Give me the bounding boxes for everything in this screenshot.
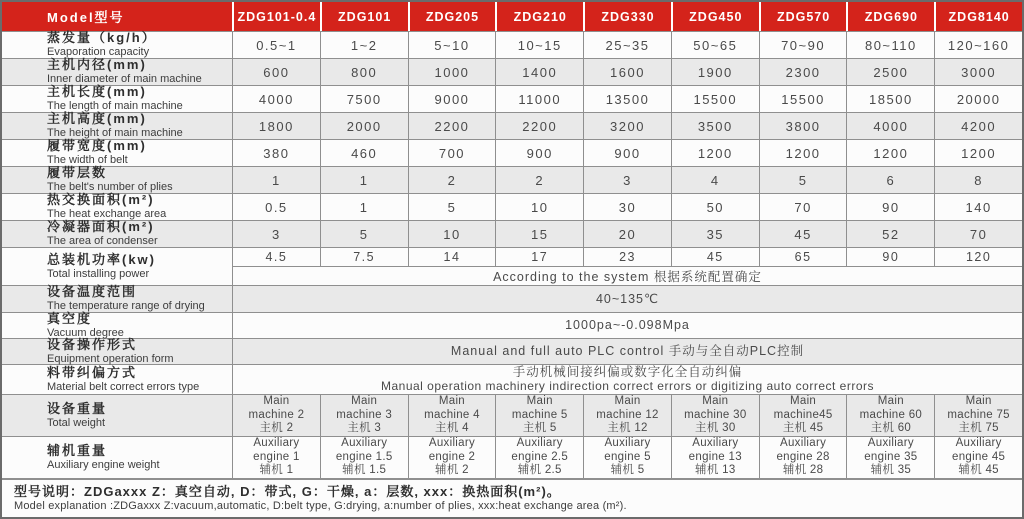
row-label-en: Total weight: [47, 416, 106, 429]
header-model-label: Model型号: [47, 10, 125, 25]
weight-cell: [232, 395, 320, 436]
weight-cell: [846, 395, 934, 436]
value-cell: 3: [583, 167, 671, 193]
row-label-zh: 总装机功率(kw): [47, 251, 157, 267]
value-cell: 3: [232, 221, 320, 247]
header-model-cells: [232, 2, 1022, 31]
merged-row: [2, 286, 1022, 313]
value-cell: 2: [495, 167, 583, 193]
weight-cell-line: engine 45: [952, 450, 1006, 463]
weight-cell-line: engine 5: [604, 450, 651, 463]
power-value-cell: 45: [671, 248, 759, 266]
weight-cell: [583, 437, 671, 478]
weight-cell-line: Main: [438, 395, 466, 408]
spec-row-total-power: [2, 248, 1022, 286]
weight-cell: [759, 395, 847, 436]
row-label-zh: 主机高度(mm): [47, 111, 147, 127]
header-model-label-cell: [2, 2, 232, 31]
merged-value-cell: [232, 339, 1022, 364]
value-cell: 3000: [934, 59, 1022, 85]
row-label-zh: 设备温度范围: [47, 284, 138, 300]
weight-cell-line: 主机 30: [695, 422, 736, 435]
value-cell: 5: [759, 167, 847, 193]
weight-cell-line: Main: [526, 395, 553, 408]
value-cell: 5~10: [408, 32, 496, 58]
weight-cell-line: Main: [263, 395, 290, 408]
row-label: [2, 365, 232, 394]
value-cell: 2: [408, 167, 496, 193]
row-label-zh: 设备重量: [47, 400, 108, 416]
row-label-zh: 真空度: [47, 310, 93, 326]
value-cell: 50: [671, 194, 759, 220]
power-value-cell: 90: [846, 248, 934, 266]
weight-cell: [583, 395, 671, 436]
header-model-cell: ZDG210: [495, 2, 583, 31]
weight-cell-line: 辅机 1.5: [342, 464, 387, 477]
value-cell: 70: [759, 194, 847, 220]
row-label-en: Vacuum degree: [47, 326, 124, 339]
value-cell: 7500: [320, 86, 408, 112]
row-label: [2, 59, 232, 85]
weight-row: [2, 395, 1022, 437]
weight-cell-line: machine 4: [424, 408, 480, 421]
row-label: [2, 310, 232, 339]
weight-cell: [671, 395, 759, 436]
value-cell: 1400: [495, 59, 583, 85]
power-value-cell: 65: [759, 248, 847, 266]
value-cell: 10: [495, 194, 583, 220]
value-cell: 1: [232, 167, 320, 193]
value-cell: 90: [846, 194, 934, 220]
row-label-en: The length of main machine: [47, 100, 183, 113]
power-value-cell: 7.5: [320, 248, 408, 266]
weight-cell-line: Auxiliary: [780, 437, 827, 450]
row-label: [2, 86, 232, 112]
value-cell: 4000: [232, 86, 320, 112]
weight-cell-line: 辅机 2: [435, 464, 469, 477]
weight-cell: [934, 437, 1022, 478]
value-cell: 20: [583, 221, 671, 247]
spec-row: [2, 167, 1022, 194]
value-cell: 15500: [671, 86, 759, 112]
value-cell: 5: [320, 221, 408, 247]
weight-cell-line: Auxiliary: [428, 437, 476, 450]
value-cell: 35: [671, 221, 759, 247]
row-label-en: Inner diameter of main machine: [47, 73, 202, 86]
row-label-en: The temperature range of drying: [47, 300, 205, 313]
value-cell: 9000: [408, 86, 496, 112]
value-cell: 10: [408, 221, 496, 247]
weight-cell-line: 辅机 28: [782, 464, 824, 477]
value-cell: 80~110: [846, 32, 934, 58]
value-cell: 380: [232, 140, 320, 166]
merged-value-line: 1000pa~-0.098Mpa: [565, 318, 690, 333]
weight-cell-line: Auxiliary: [516, 437, 563, 450]
weight-cell-line: Auxiliary: [867, 437, 914, 450]
row-label-en: The area of condenser: [47, 235, 158, 248]
value-cell: 3500: [671, 113, 759, 139]
value-cell: 900: [495, 140, 583, 166]
weight-cell: [408, 437, 496, 478]
row-label-en: Equipment operation form: [47, 352, 174, 365]
value-cell: 1: [320, 167, 408, 193]
spec-row: [2, 194, 1022, 221]
value-cell: 0.5~1: [232, 32, 320, 58]
weight-cell-line: machine45: [773, 408, 833, 421]
row-label: [2, 395, 232, 436]
merged-value-line: 手动机械间接纠偏或数字化全自动纠偏: [512, 365, 743, 380]
weight-cell-line: 主机 5: [522, 422, 557, 435]
value-cell: 3200: [583, 113, 671, 139]
row-label-en: Material belt correct errors type: [47, 380, 200, 393]
weight-cell: [846, 437, 934, 478]
row-label-en: The belt's number of plies: [47, 181, 173, 194]
row-label-zh: 设备操作形式: [47, 336, 138, 352]
weight-cell-line: 辅机 35: [870, 464, 912, 477]
weight-cell-line: Auxiliary: [955, 437, 1002, 450]
weight-cell-line: machine 60: [859, 408, 923, 421]
spec-row: [2, 140, 1022, 167]
weight-cell-line: machine 3: [336, 408, 393, 421]
power-value-cell: 14: [408, 248, 496, 266]
weight-cell-line: 主机 4: [435, 422, 469, 435]
spec-row: [2, 86, 1022, 113]
value-cell: 70~90: [759, 32, 847, 58]
row-label-en: The heat exchange area: [47, 208, 167, 221]
merged-row: [2, 365, 1022, 395]
value-cell: 1: [320, 194, 408, 220]
weight-cell-line: 辅机 5: [610, 464, 645, 477]
value-cell: 6: [846, 167, 934, 193]
weight-cell-line: Main: [614, 395, 641, 408]
row-label-zh: 履带层数: [47, 165, 108, 181]
weight-cell-line: 辅机 1: [259, 464, 294, 477]
power-value-cell: 17: [495, 248, 583, 266]
header-row: [2, 2, 1022, 32]
value-cell: 1~2: [320, 32, 408, 58]
weight-cell-line: machine 5: [511, 408, 568, 421]
header-model-cell: ZDG8140: [934, 2, 1022, 31]
value-cell: 13500: [583, 86, 671, 112]
value-cell: 1200: [846, 140, 934, 166]
row-label: [2, 113, 232, 139]
spec-row: [2, 32, 1022, 59]
value-cell: 2300: [759, 59, 847, 85]
weight-cell: [495, 395, 583, 436]
weight-cell-line: engine 2: [428, 450, 476, 463]
weight-cell-line: 辅机 2.5: [517, 464, 562, 477]
merged-row: [2, 336, 1022, 365]
weight-cell-line: machine 30: [684, 408, 747, 421]
weight-cell-line: Auxiliary: [253, 437, 300, 450]
spec-row: [2, 59, 1022, 86]
weight-cell: [320, 395, 408, 436]
weight-cell-line: Auxiliary: [692, 437, 739, 450]
weight-cell-line: machine 2: [248, 408, 305, 421]
row-label-en: Auxiliary engine weight: [47, 458, 160, 471]
value-cell: 1000: [408, 59, 496, 85]
weight-cell: [934, 395, 1022, 436]
row-label-zh: 热交换面积(m²): [47, 192, 155, 208]
row-label: [2, 194, 232, 220]
value-cell: 1800: [232, 113, 320, 139]
header-model-cell: ZDG101: [320, 2, 408, 31]
merged-value-cell: [232, 365, 1022, 394]
value-cell: 2000: [320, 113, 408, 139]
header-model-cell: ZDG450: [671, 2, 759, 31]
spec-row: [2, 221, 1022, 248]
power-values-row: [232, 248, 1022, 267]
weight-cell-line: 主机 45: [782, 422, 824, 435]
weight-cell-line: engine 35: [864, 450, 918, 463]
row-label-zh: 料带纠偏方式: [47, 364, 138, 380]
row-label-en: The height of main machine: [47, 127, 183, 140]
power-merged-cell: According to the system 根据系统配置确定: [232, 267, 1022, 285]
value-cell: 2500: [846, 59, 934, 85]
merged-value-cell: [232, 313, 1022, 338]
value-cell: 600: [232, 59, 320, 85]
value-cell: 2200: [495, 113, 583, 139]
row-label-en: The width of belt: [47, 154, 128, 167]
row-label-zh: 履带宽度(mm): [47, 138, 147, 154]
row-label: [2, 32, 232, 58]
weight-cell-line: 主机 12: [607, 422, 648, 435]
row-label-en: Total installing power: [47, 267, 150, 280]
power-value-cell: 120: [934, 248, 1022, 266]
value-cell: 52: [846, 221, 934, 247]
value-cell: 1200: [759, 140, 847, 166]
value-cell: 25~35: [583, 32, 671, 58]
row-label: [2, 336, 232, 365]
weight-cell-line: Auxiliary: [341, 437, 388, 450]
value-cell: 70: [934, 221, 1022, 247]
value-cell: 30: [583, 194, 671, 220]
value-cell: 1600: [583, 59, 671, 85]
value-cell: 20000: [934, 86, 1022, 112]
weight-cell-line: engine 1: [253, 450, 300, 463]
weight-cell-line: 主机 60: [870, 422, 912, 435]
spec-row: [2, 113, 1022, 140]
value-cell: 900: [583, 140, 671, 166]
row-label-en: Evaporation capacity: [47, 46, 150, 59]
row-label: [2, 140, 232, 166]
weight-cell: [320, 437, 408, 478]
weight-cell: [671, 437, 759, 478]
weight-cell-line: 辅机 13: [695, 464, 736, 477]
merged-value-line: Manual operation machinery indirection correct errors or digitizing auto correct errors: [380, 378, 875, 393]
weight-row: [2, 437, 1022, 479]
value-cell: 4: [671, 167, 759, 193]
weight-cell-line: 主机 3: [347, 422, 382, 435]
model-explanation-en: Model explanation :ZDGaxxx Z:vacuum,automatic, D:belt type, G:drying, a:number of plies, xxx:heat exchange area (m²).: [14, 500, 627, 513]
weight-cell-line: Main: [965, 395, 992, 408]
value-cell: 15500: [759, 86, 847, 112]
merged-value-cell: [232, 286, 1022, 312]
value-cell: 1200: [934, 140, 1022, 166]
row-label: [2, 167, 232, 193]
row-label-zh: 主机内径(mm): [47, 57, 147, 73]
weight-cell-line: Main: [790, 395, 817, 408]
weight-cell-line: 辅机 45: [958, 464, 999, 477]
row-label-zh: 冷凝器面积(m²): [47, 219, 155, 235]
power-right-area: [232, 248, 1022, 285]
weight-cell-line: machine 12: [596, 408, 659, 421]
weight-cell: [232, 437, 320, 478]
value-cell: 45: [759, 221, 847, 247]
value-cell: 8: [934, 167, 1022, 193]
header-model-cell: ZDG205: [408, 2, 496, 31]
weight-cell: [495, 437, 583, 478]
row-label: [2, 286, 232, 312]
weight-cell-line: engine 1.5: [335, 450, 393, 463]
merged-row: [2, 310, 1022, 339]
row-label-zh: 蒸发量（kg/h）: [47, 30, 157, 46]
header-model-cell: ZDG690: [846, 2, 934, 31]
weight-cell-line: 主机 2: [259, 422, 294, 435]
header-model-cell: ZDG570: [759, 2, 847, 31]
value-cell: 800: [320, 59, 408, 85]
power-value-cell: 23: [583, 248, 671, 266]
value-cell: 120~160: [934, 32, 1022, 58]
value-cell: 460: [320, 140, 408, 166]
value-cell: 11000: [495, 86, 583, 112]
row-label: [2, 437, 232, 478]
weight-cell: [759, 437, 847, 478]
header-model-cell: ZDG101-0.4: [232, 2, 320, 31]
weight-cell-line: engine 2.5: [511, 450, 569, 463]
weight-cell-line: engine 28: [776, 450, 830, 463]
power-value-cell: 4.5: [232, 248, 320, 266]
value-cell: 3800: [759, 113, 847, 139]
value-cell: 5: [408, 194, 496, 220]
weight-cell-line: machine 75: [947, 408, 1010, 421]
weight-cell-line: Main: [877, 395, 904, 408]
value-cell: 18500: [846, 86, 934, 112]
weight-cell-line: Main: [351, 395, 378, 408]
weight-cell-line: engine 13: [688, 450, 742, 463]
value-cell: 4200: [934, 113, 1022, 139]
weight-cell: [408, 395, 496, 436]
merged-value-line: Manual and full auto PLC control 手动与全自动PLC控制: [450, 344, 805, 359]
value-cell: 15: [495, 221, 583, 247]
weight-cell-line: 主机 75: [958, 422, 999, 435]
value-cell: 4000: [846, 113, 934, 139]
row-label: [2, 248, 232, 285]
value-cell: 10~15: [495, 32, 583, 58]
merged-value-line: 40~135℃: [595, 291, 660, 306]
model-explanation-zh: 型号说明：ZDGaxxx Z：真空自动, D：带式, G：干燥, a：层数, xxx：换热面积(m²)。: [14, 483, 561, 499]
value-cell: 2200: [408, 113, 496, 139]
row-label: [2, 221, 232, 247]
value-cell: 0.5: [232, 194, 320, 220]
weight-cell-line: Main: [702, 395, 729, 408]
value-cell: 1900: [671, 59, 759, 85]
value-cell: 140: [934, 194, 1022, 220]
header-model-cell: ZDG330: [583, 2, 671, 31]
row-label-zh: 辅机重量: [47, 442, 108, 458]
note-row: [2, 479, 1022, 517]
value-cell: 1200: [671, 140, 759, 166]
value-cell: 50~65: [671, 32, 759, 58]
row-label-zh: 主机长度(mm): [47, 84, 147, 100]
value-cell: 700: [408, 140, 496, 166]
weight-cell-line: Auxiliary: [604, 437, 651, 450]
